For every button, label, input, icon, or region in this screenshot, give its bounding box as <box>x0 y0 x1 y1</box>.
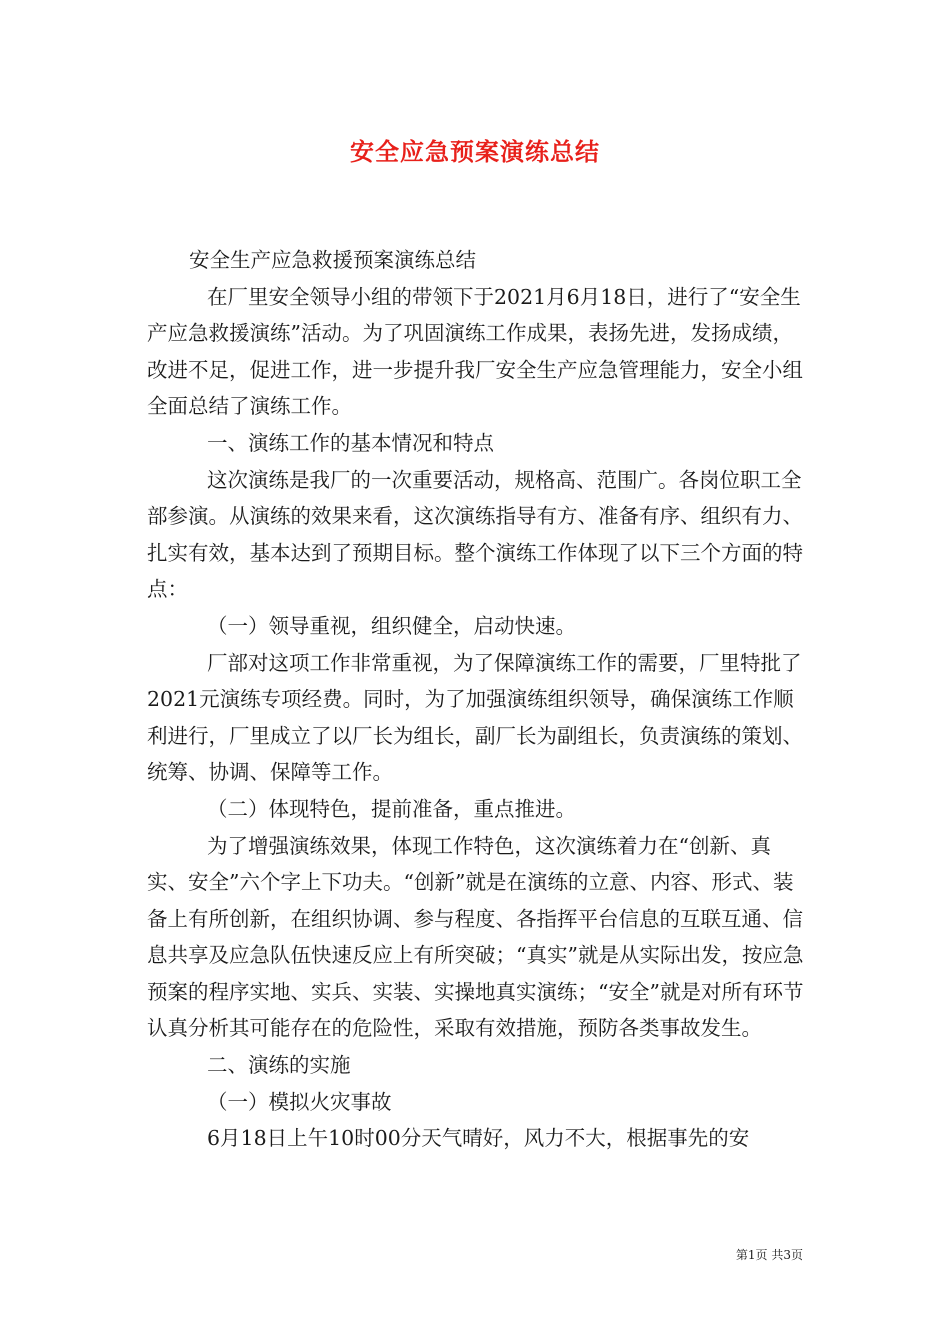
paragraph-overview: 这次演练是我厂的一次重要活动，规格高、范围广。各岗位职工全部参演。从演练的效果来看，这次演练指导有方、准备有序、组织有力、扎实有效，基本达到了预期目标。整个演练工作体现了以下三个方面的特点： <box>147 467 803 602</box>
paragraph-leadership: 厂部对这项工作非常重视，为了保障演练工作的需要，厂里特批了2021元演练专项经费。同时，为了加强演练组织领导，确保演练工作顺利进行，厂里成立了以厂长为组长，副厂长为副组长，负责演练的策划、统筹、协调、保障等工作。 <box>147 650 803 785</box>
section-heading-1: 一、演练工作的基本情况和特点 <box>207 430 494 455</box>
paragraph-features: 为了增强演练效果，体现工作特色，这次演练着力在“创新、真实、安全”六个字上下功夫。“创新”就是在演练的立意、内容、形式、装备上有所创新，在组织协调、参与程度、各指挥平台信息的互联互通、信息共享及应急队伍快速反应上有所突破；“真实”就是从实际出发，按应急预案的程序实地、实兵、实装、实操地真实演练；“安全”就是对所有环节认真分析其可能存在的危险性，采取有效措施，预防各类事故发生。 <box>147 833 804 1041</box>
document-title: 安全应急预案演练总结 <box>350 138 600 166</box>
subsection-heading-3: （一）模拟火灾事故 <box>207 1089 392 1114</box>
page-number: 第1页 共3页 <box>735 1248 803 1262</box>
section-heading-2: 二、演练的实施 <box>207 1053 351 1078</box>
subsection-heading-2: （二）体现特色，提前准备，重点推进。 <box>207 796 576 821</box>
paragraph-subtitle: 安全生产应急救援预案演练总结 <box>189 248 476 272</box>
paragraph-fire-drill: 6月18日上午10时00分天气晴好，风力不大，根据事先的安 <box>207 1126 750 1151</box>
document-body <box>147 242 807 1157</box>
subsection-heading-1: （一）领导重视，组织健全，启动快速。 <box>207 613 576 638</box>
paragraph-intro: 在厂里安全领导小组的带领下于2021月6月18日，进行了“安全生产应急救援演练”活动。为了巩固演练工作成果，表扬先进，发扬成绩，改进不足，促进工作，进一步提升我厂安全生产应急管理能力，安全小组全面总结了演练工作。 <box>147 284 803 419</box>
